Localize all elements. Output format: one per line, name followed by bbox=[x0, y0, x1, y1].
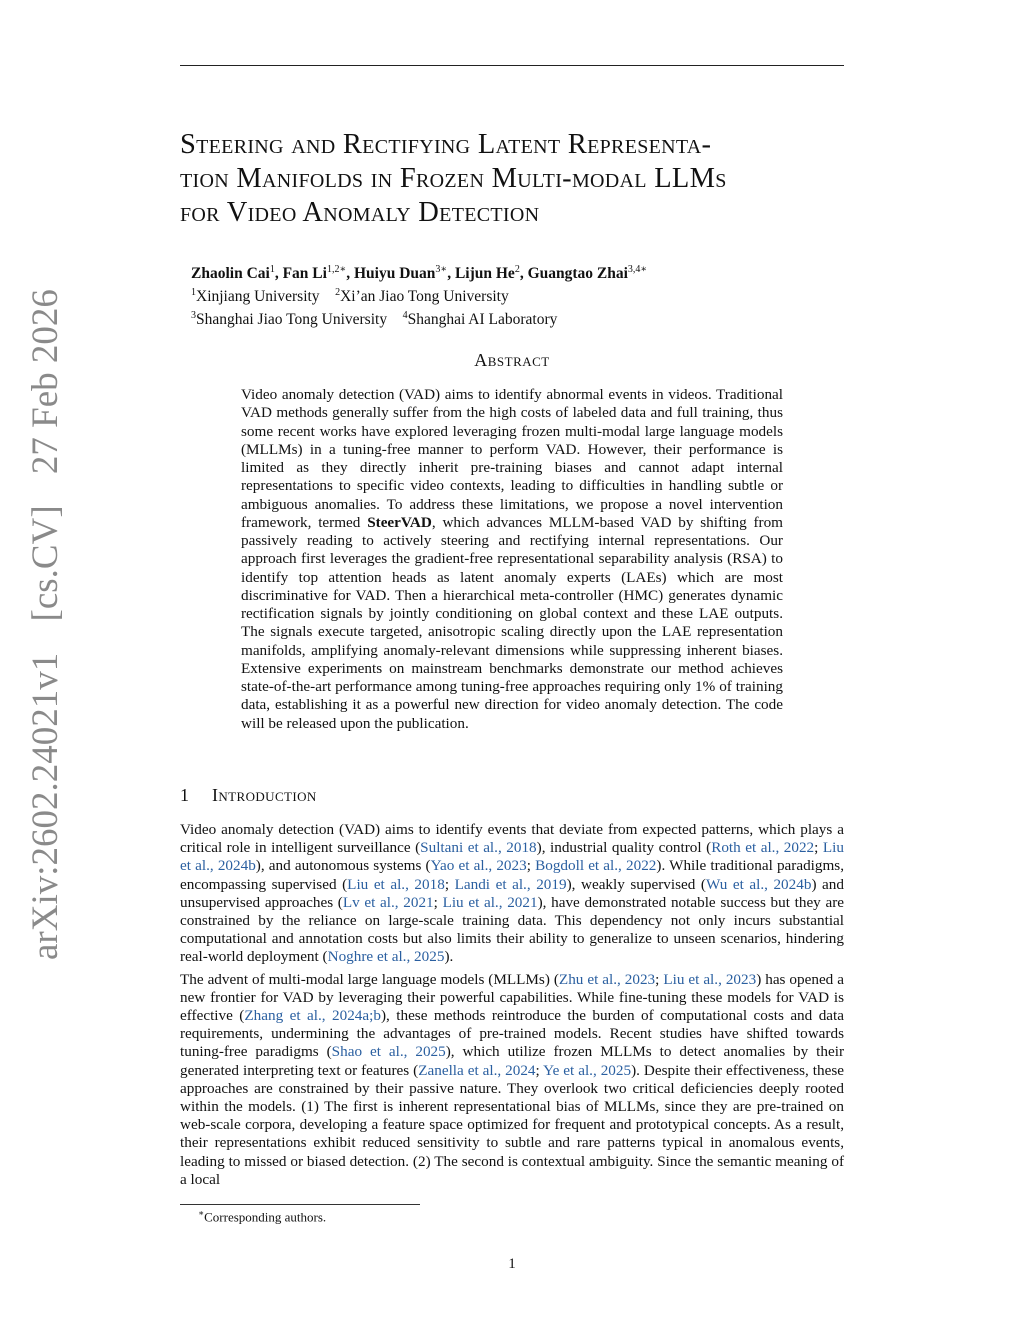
citation-link[interactable]: Landi et al., 2019 bbox=[454, 875, 567, 893]
abstract-body bbox=[241, 386, 783, 733]
page-number: 1 bbox=[508, 1256, 516, 1272]
paragraph bbox=[180, 821, 844, 967]
author-affiliation-marker: 2 bbox=[514, 264, 520, 275]
abstract-text: Video anomaly detection (VAD) aims to identify abnormal events in videos. Traditional VAD methods generally suffer from the high costs of labeled data and full training, thus some recent works have explored leveraging frozen multi-modal large language models (MLLMs) in a tuning-free manner to perform VAD. However, their performance is limited as they directly inherit pre-training biases and cannot adapt internal representations to specific video contexts, leading to difficulties in handling subtle or ambiguous anomalies. To address these limitations, we propose a novel intervention framework, termed bbox=[241, 386, 783, 531]
citation-link[interactable]: Zhang et al., 2024a;b bbox=[244, 1007, 381, 1025]
method-name: SteerVAD bbox=[367, 513, 432, 531]
body-text: ), which utilize frozen MLLMs to detect anomalies by their generated interpreting text or features ( bbox=[180, 1043, 845, 1079]
citation-link[interactable]: Zanella et al., 2024 bbox=[418, 1061, 536, 1079]
author-affiliation-marker: 3∗ bbox=[435, 264, 448, 275]
author-name: Lijun He bbox=[454, 265, 515, 283]
body-text: The advent of multi-modal large language models (MLLMs) ( bbox=[180, 970, 559, 988]
paragraph bbox=[180, 971, 844, 1189]
author-block bbox=[191, 260, 647, 329]
title-line-1: Steering and Rectifying Latent Representa- bbox=[180, 129, 712, 160]
citation-link[interactable]: Zhu et al., 2023 bbox=[558, 970, 656, 988]
author-name: Fan Li bbox=[282, 265, 327, 283]
footnote bbox=[198, 1208, 326, 1225]
body-text: ). bbox=[444, 948, 454, 966]
author-names: Zhaolin Cai$^1$, Fan $Li^{1,2∗}$, Huiyu Duan$^{3∗}$, Lijun He$^2$, Guangtao Zhai$^{3,4∗}$ bbox=[191, 264, 648, 283]
body-text: ) and unsupervised approaches ( bbox=[180, 875, 844, 911]
footnote-text: Corresponding authors. bbox=[204, 1209, 327, 1225]
title-line-2: tion Manifolds in Frozen Multi-modal LLMs bbox=[180, 163, 727, 194]
author-name: Zhaolin Cai bbox=[191, 265, 270, 283]
section-number: 1 bbox=[180, 785, 190, 805]
arxiv-category: [cs.CV] bbox=[25, 505, 66, 622]
author-affiliation-marker: 1,2∗ bbox=[326, 264, 347, 275]
citation-link[interactable]: Noghre et al., 2025 bbox=[327, 948, 445, 966]
body-text: Video anomaly detection (VAD) aims to identify events that deviate from expected patterns, which plays a critical role in intelligent surveillance ( bbox=[180, 821, 844, 857]
citation-link[interactable]: Roth et al., 2022 bbox=[711, 839, 815, 857]
affiliation-line-1 bbox=[191, 283, 647, 306]
title-line-3: for Video Anomaly Detection bbox=[180, 197, 540, 228]
citation-link[interactable]: Lv et al., 2021 bbox=[342, 893, 434, 911]
citation-link[interactable]: Liu et al., 2021 bbox=[442, 893, 538, 911]
body-text: ; bbox=[444, 875, 455, 893]
affiliation-marker: 4 bbox=[402, 310, 408, 322]
footnote-rule bbox=[180, 1204, 420, 1205]
citation-link[interactable]: Ye et al., 2025 bbox=[543, 1061, 632, 1079]
arxiv-id: arXiv:2602.24021v1 bbox=[25, 652, 66, 960]
section-heading bbox=[180, 785, 317, 806]
abstract-text: , which advances MLLM-based VAD by shifting from passively reading to actively steering and rectifying internal representations. Our approach first leverages the gradient-free representational separability analysis (RSA) to identify top attention heads as latent anomaly experts (LAEs) which are most discriminative for VAD. Then a hierarchical meta-controller (HMC) generates dynamic rectification signals by jointly conditioning on global context and these LAE outputs. The signals execute targeted, anisotropic scaling directly upon the LAE representation manifolds, amplifying anomaly-relevant dimensions while suppressing inherent biases. Extensive experiments on mainstream benchmarks demonstrate our method achieves state-of-the-art performance among tuning-free approaches requiring only 1% of training data, establishing it as a powerful new direction for video anomaly detection. The code will be released upon the publication. bbox=[241, 513, 783, 732]
author-affiliation-marker: 1 bbox=[269, 264, 275, 275]
citation-link[interactable]: Sultani et al., 2018 bbox=[420, 839, 537, 857]
affiliation-line-2 bbox=[191, 306, 647, 329]
author-name: Huiyu Duan bbox=[353, 265, 436, 283]
citation-link[interactable]: Liu et al., 2023 bbox=[663, 970, 757, 988]
citation-link[interactable]: Shao et al., 2025 bbox=[331, 1043, 446, 1061]
header-rule bbox=[180, 65, 844, 66]
body-text: ; bbox=[433, 893, 443, 911]
arxiv-date: 27 Feb 2026 bbox=[25, 289, 66, 475]
body-text: ). Despite their effectiveness, these approaches are constrained by their passive nature. They overlook two critical deficiencies deeply rooted within the models. (1) The first is inherent representational bias of MLLMs, since they are pre-trained on web-scale corpora, developing a feature space optimized for frequent and prototypical concepts. As a result, their representations exhibit reduced sensitivity to subtle and rare patterns typical in anomalous events, leading to missed or biased detection. (2) The second is contextual ambiguity. Since the semantic meaning of a local bbox=[180, 1061, 844, 1188]
author-affiliation-marker: 3,4∗ bbox=[627, 264, 648, 275]
abstract-heading: Abstract bbox=[474, 350, 550, 370]
body-text: ), and autonomous systems ( bbox=[255, 857, 431, 875]
paper-title bbox=[180, 128, 860, 230]
author-name: Guangtao Zhai bbox=[527, 265, 628, 283]
body-text: ), have demonstrated notable success but they are constrained by the reliance on large-scale training data. This dependency not only incurs substantial computational and annotation costs but also limits their ability to generalize to unseen scenarios, hindering real-world deployment ( bbox=[180, 893, 844, 966]
introduction-body bbox=[180, 821, 844, 1193]
citation-link[interactable]: Liu et al., 2018 bbox=[347, 875, 445, 893]
arxiv-sidebar-stamp bbox=[16, 289, 76, 960]
body-text: ), industrial quality control ( bbox=[536, 839, 712, 857]
body-text: ), weakly supervised ( bbox=[566, 875, 706, 893]
citation-link[interactable]: Yao et al., 2023 bbox=[430, 857, 527, 875]
footnote-marker: ∗ bbox=[198, 1208, 205, 1218]
affiliation: Shanghai AI Laboratory bbox=[407, 311, 558, 329]
body-text: ; bbox=[814, 839, 823, 857]
section-title: Introduction bbox=[212, 785, 317, 805]
affiliation-marker: 2 bbox=[335, 287, 341, 299]
citation-link[interactable]: Bogdoll et al., 2022 bbox=[535, 857, 657, 875]
affiliation: Xinjiang University bbox=[196, 288, 320, 306]
body-text: ) has opened a new frontier for VAD by leveraging their powerful capabilities. While fine-tuning these models for VAD is effective ( bbox=[180, 970, 844, 1025]
citation-link[interactable]: Wu et al., 2024b bbox=[705, 875, 812, 893]
citation-link[interactable]: Liu et al., 2024b bbox=[180, 839, 844, 875]
affiliation-marker: 1 bbox=[191, 287, 196, 299]
body-text: ; bbox=[535, 1061, 544, 1079]
body-text: ). While traditional paradigms, encompassing supervised ( bbox=[180, 857, 845, 893]
affiliation: Shanghai Jiao Tong University bbox=[196, 311, 388, 329]
body-text: ), these methods reintroduce the burden of computational costs and data requirements, undermining the advantages of pre-trained models. Recent studies have shifted towards tuning-free paradigms ( bbox=[180, 1007, 844, 1061]
affiliation-marker: 3 bbox=[191, 310, 196, 322]
body-text: ; bbox=[526, 857, 536, 875]
body-text: ; bbox=[655, 970, 664, 988]
affiliation: Xi’an Jiao Tong University bbox=[340, 288, 509, 306]
